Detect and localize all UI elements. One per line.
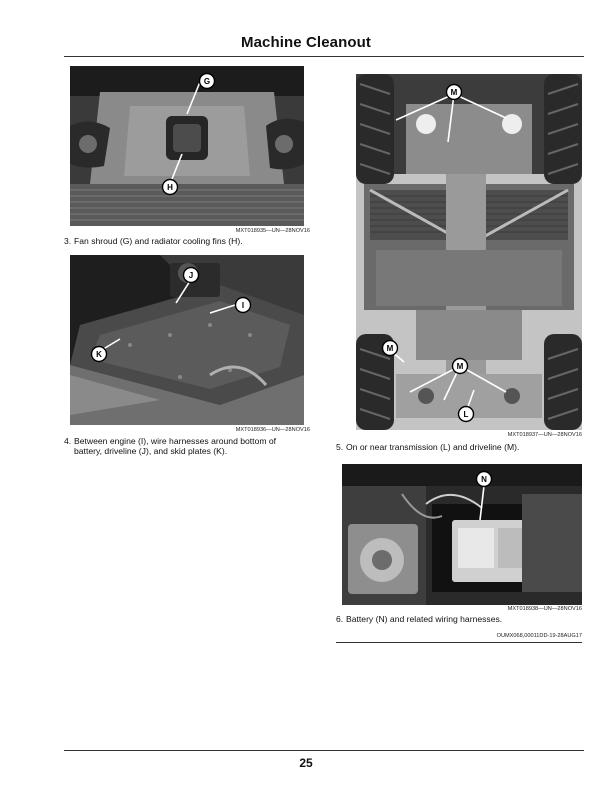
figure-id: MXT018935—UN—28NOV16 [235, 228, 310, 234]
header-rule [64, 56, 584, 57]
figure-id: MXT018937—UN—28NOV16 [507, 432, 582, 438]
callout-k [90, 345, 108, 363]
figure-id: MXT018936—UN—28NOV16 [235, 427, 310, 433]
callout-i [234, 296, 252, 314]
svg-text:J: J [188, 271, 194, 280]
svg-text:L: L [463, 410, 469, 419]
svg-text:H: H [167, 183, 173, 192]
step-text: Between engine (I), wire harnesses around bottom of [74, 436, 277, 446]
svg-text:K: K [96, 350, 102, 359]
callout-n [475, 470, 493, 488]
step-text: On or near transmission (L) and driveline (M). [346, 442, 520, 452]
callout-l [457, 405, 475, 423]
section-end-rule [336, 642, 582, 643]
step-number: 6. [336, 614, 344, 624]
step-number: 4. [64, 436, 72, 446]
footer-rule [64, 750, 584, 751]
callout-h [161, 178, 179, 196]
document-id: OUMX068,00011DD-19-28AUG17 [496, 633, 582, 639]
battery-illustration [342, 464, 582, 605]
step-text: Battery (N) and related wiring harnesses. [346, 614, 503, 624]
svg-text:I: I [241, 301, 245, 310]
figure-battery-photo [342, 464, 582, 605]
step-number: 3. [64, 236, 72, 246]
page-number: 25 [299, 756, 313, 770]
callout-j [182, 266, 200, 284]
figure-underside-photo [356, 74, 582, 430]
fan-shroud-illustration [70, 66, 304, 226]
underside-illustration [356, 74, 582, 430]
step-6 [336, 614, 586, 626]
svg-text:M: M [456, 362, 464, 371]
svg-text:M: M [450, 88, 458, 97]
svg-text:M: M [386, 344, 394, 353]
step-number: 5. [336, 442, 344, 452]
page-title: Machine Cleanout [241, 34, 371, 51]
figure-skid-plates-photo [70, 255, 304, 425]
step-text: battery, driveline (J), and skid plates (K). [74, 446, 228, 457]
figure-id: MXT018938—UN—28NOV16 [507, 606, 582, 612]
callout-m [381, 339, 399, 357]
callout-m [445, 83, 463, 101]
svg-text:N: N [481, 475, 487, 484]
step-text: Fan shroud (G) and radiator cooling fins (H). [74, 236, 243, 246]
callout-m [451, 357, 469, 375]
callout-g [198, 72, 216, 90]
figure-fan-shroud-photo [70, 66, 304, 226]
step-5 [336, 442, 586, 454]
step-3 [64, 236, 314, 248]
svg-text:G: G [203, 77, 211, 86]
step-4 [64, 436, 324, 460]
